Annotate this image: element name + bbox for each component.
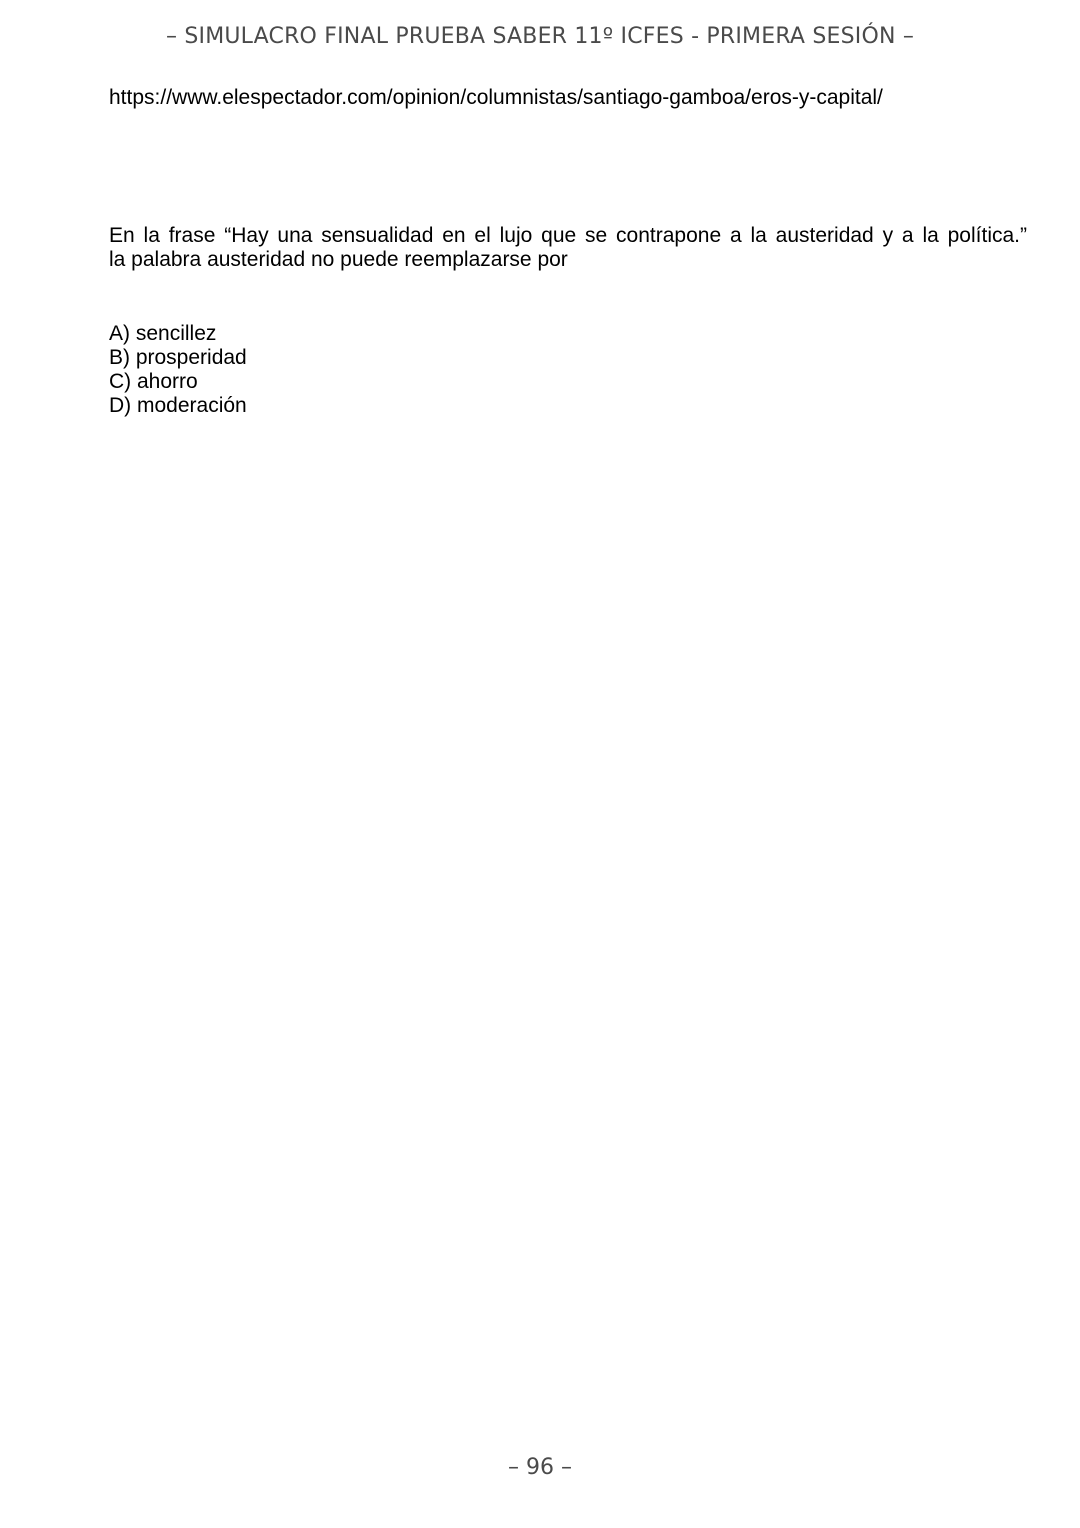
page-number: – 96 –: [508, 1455, 572, 1480]
question-line-1: En la frase “Hay una sensualidad en el lujo que se contrapone a la austeridad y a la política.”: [109, 224, 1027, 247]
option-d: D) moderación: [109, 394, 247, 417]
option-b: B) prosperidad: [109, 346, 247, 369]
answer-options: [109, 322, 247, 418]
option-c: C) ahorro: [109, 370, 198, 393]
page-header: – SIMULACRO FINAL PRUEBA SABER 11º ICFES - PRIMERA SESIÓN –: [165, 24, 915, 49]
question-text: [109, 224, 1027, 272]
source-url: https://www.elespectador.com/opinion/columnistas/santiago-gamboa/eros-y-capital/: [109, 86, 883, 109]
question-line-2: la palabra austeridad no puede reemplazarse por: [109, 248, 568, 271]
option-a: A) sencillez: [109, 322, 217, 345]
